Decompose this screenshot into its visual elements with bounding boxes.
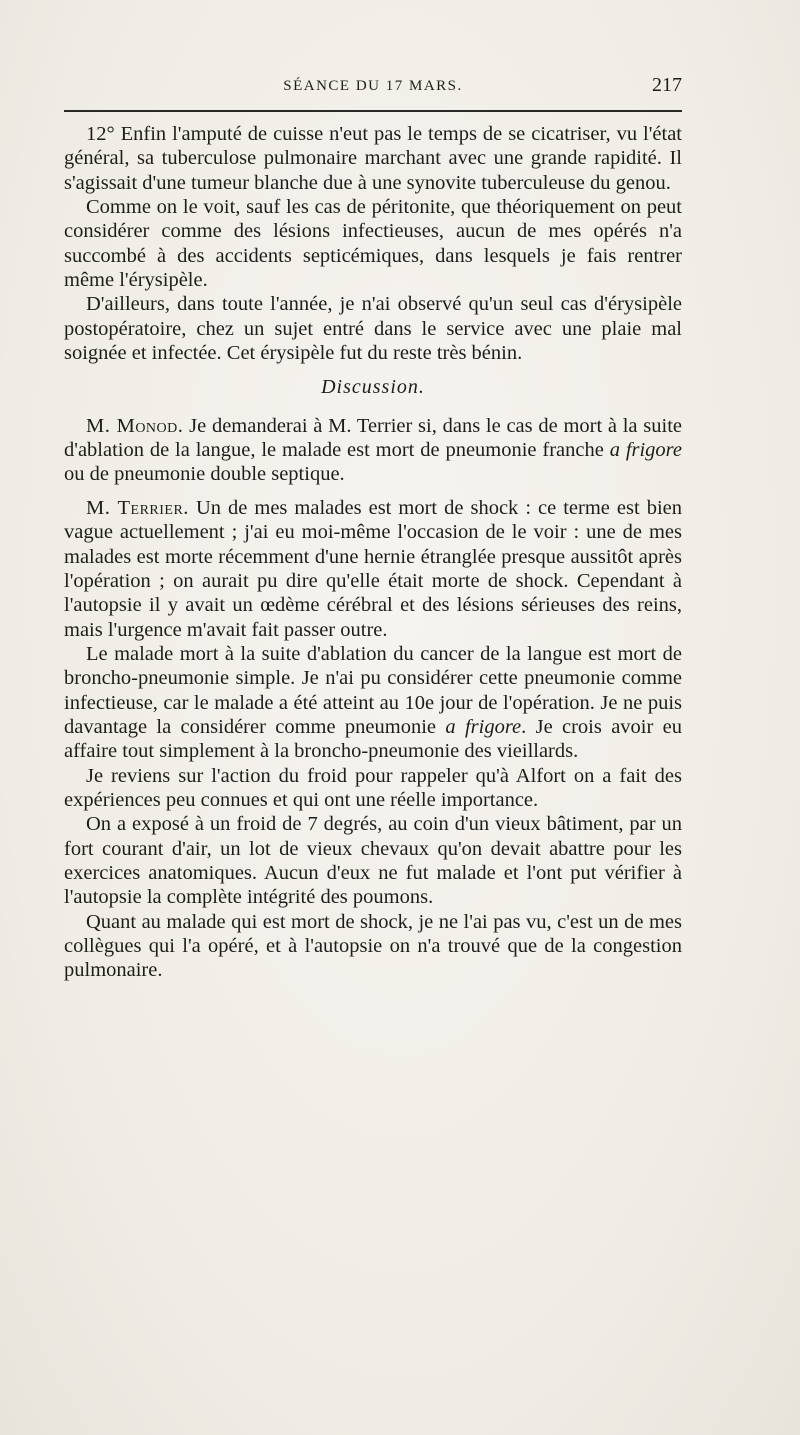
paragraph-terrier <box>64 496 682 642</box>
section-heading: Discussion. <box>321 376 425 399</box>
paragraph-monod <box>64 414 682 487</box>
paragraph-erysipelas: D'ailleurs, dans toute l'année, je n'ai observé qu'un seul cas d'érysipèle postopératoire, chez un sujet entré dans le service avec une plaie mal soignée et infectée. Cet érysipèle fut du reste très bénin. <box>64 293 682 365</box>
paragraph-gap <box>64 487 682 496</box>
paragraph-text: ou de pneumonie double septique. <box>64 463 345 486</box>
header-rule <box>64 110 682 112</box>
paragraph-peritonitis: Comme on le voit, sauf les cas de péritonite, que théoriquement on peut considérer comme des lésions infectieuses, aucun de mes opérés n'a succombé à des accidents septicémiques, dans lesquels je fais rentrer même l'érysipèle. <box>64 196 682 292</box>
paragraph-shock: Quant au malade qui est mort de shock, je ne l'ai pas vu, c'est un de mes collègues qui l'a opéré, et à l'autopsie on n'a trouvé que de la congestion pulmonaire. <box>64 910 682 982</box>
speaker-name: M. Monod. <box>86 414 184 437</box>
page-header <box>64 72 682 102</box>
paragraph-text: . Je crois avoir eu affaire tout simplement à la broncho-pneumonie des vieillards. <box>64 715 682 763</box>
paragraph-alfort: Je reviens sur l'action du froid pour rappeler qu'à Alfort on a fait des expériences peu connues et qui ont une réelle importance. <box>64 764 682 811</box>
body-text <box>64 122 682 983</box>
running-head: SÉANCE DU 17 MARS. <box>283 78 463 94</box>
paragraph-text: Un de mes malades est mort de shock : ce terme est bien vague actuellement ; j'ai eu moi-même l'occasion de le voir : une de mes malades est morte récemment d'une hernie étranglée presque aussitôt après l'opération ; on aurait pu dire qu'elle était morte de shock. Cependant à l'autopsie il y avait un œdème cérébral et des lésions sérieuses des reins, mais l'urgence m'avait fait passer outre. <box>64 496 682 641</box>
speaker-name: M. Terrier. <box>86 496 189 519</box>
italic-term: a frigore <box>445 715 522 738</box>
page-number: 217 <box>652 74 682 96</box>
paragraph-broncho-pneumonia <box>64 642 682 764</box>
italic-term: a frigore <box>609 439 682 462</box>
paragraph-text: Je demanderai à M. Terrier si, dans le cas de mort à la suite d'ablation de la langue, le malade est mort de pneumonie franche <box>64 414 682 462</box>
paragraph-amputation: 12° Enfin l'amputé de cuisse n'eut pas le temps de se cicatriser, vu l'état général, sa tuberculose pulmonaire marchant avec une grande rapidité. Il s'agissait d'une tumeur blanche due à une synovite tuberculeuse du genou. <box>64 123 682 194</box>
paragraph-text: Le malade mort à la suite d'ablation du cancer de la langue est mort de broncho-pneumonie simple. Je n'ai pu considérer cette pneumonie comme infectieuse, car le malade a été atteint au 10e jour de l'opération. Je ne puis davantage la considérer comme pneumonie <box>64 642 682 738</box>
paragraph-horses: On a exposé à un froid de 7 degrés, au coin d'un vieux bâtiment, par un fort courant d'air, un lot de vieux chevaux qu'on devait abattre pour les exercices anatomiques. Aucun d'eux ne fut malade et l'ont put vérifier à l'autopsie la complète intégrité des poumons. <box>64 813 682 909</box>
